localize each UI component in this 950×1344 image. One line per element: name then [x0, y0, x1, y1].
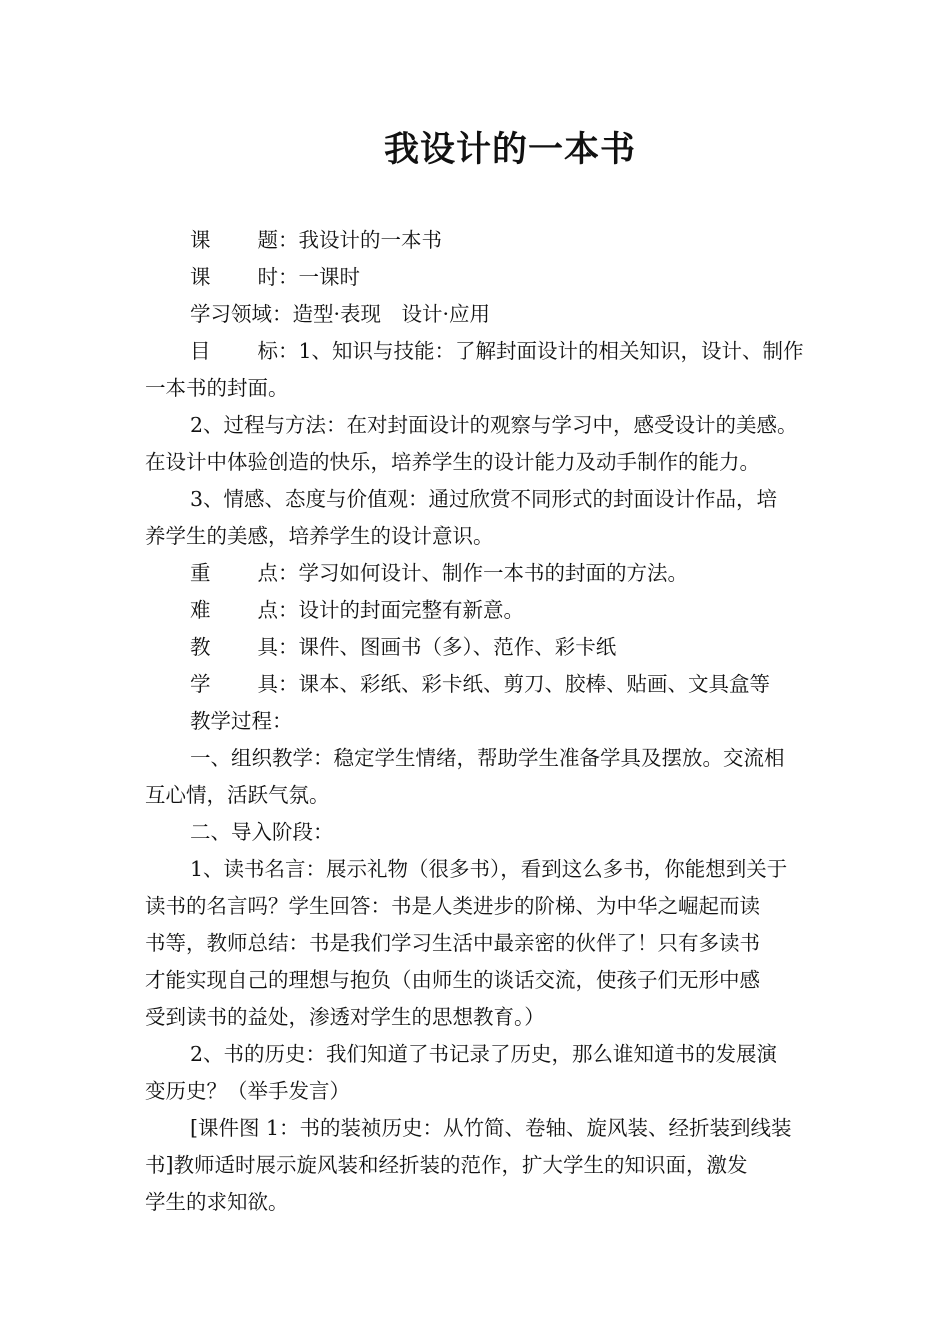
goal-continuation: 一本书的封面。 [145, 376, 289, 400]
goal3-continuation: 养学生的美感，培养学生的设计意识。 [145, 524, 494, 548]
field-value: 我设计的一本书 [298, 228, 442, 252]
section2-heading: 二、导入阶段： [190, 820, 334, 844]
item1-continuation: 受到读书的益处，渗透对学生的思想教育。） [145, 1005, 545, 1029]
process-heading: 教学过程： [190, 709, 293, 733]
field-domain [145, 296, 820, 333]
field-teaching-aids [145, 629, 820, 666]
goal3-line: 3、情感、态度与价值观：通过欣赏不同形式的封面设计作品，培 [190, 487, 778, 511]
field-label: 课题 [190, 228, 278, 252]
item3-continuation: 书]教师适时展示旋风装和经折装的范作，扩大学生的知识面，激发 [145, 1153, 748, 1177]
field-goal [145, 333, 820, 370]
field-separator: ： [278, 635, 299, 659]
field-value: 造型·表现 设计·应用 [292, 302, 491, 326]
item3-continuation: 学生的求知欲。 [145, 1190, 289, 1214]
field-label: 学具 [190, 672, 278, 696]
field-key-point [145, 555, 820, 592]
item1-line: 1、读书名言：展示礼物（很多书），看到这么多书，你能想到关于 [190, 857, 788, 881]
field-student-tools [145, 666, 820, 703]
field-label: 重点 [190, 561, 278, 585]
item2-line: 2、书的历史：我们知道了书记录了历史，那么谁知道书的发展演 [190, 1042, 778, 1066]
section1-continuation: 互心情，活跃气氛。 [145, 783, 330, 807]
field-value: 一课时 [298, 265, 360, 289]
field-difficulty [145, 592, 820, 629]
field-label: 目标 [190, 339, 278, 363]
field-value: 课本、彩纸、彩卡纸、剪刀、胶棒、贴画、文具盒等 [298, 672, 770, 696]
field-label: 学习领域 [190, 302, 272, 326]
field-label: 教具 [190, 635, 278, 659]
document-title: 我设计的一本书 [383, 129, 636, 170]
item1-continuation: 读书的名言吗？学生回答：书是人类进步的阶梯、为中华之崛起而读 [145, 894, 760, 918]
field-separator: ： [278, 339, 299, 363]
field-value: 1、知识与技能：了解封面设计的相关知识，设计、制作 [298, 339, 804, 363]
field-separator: ： [278, 598, 299, 622]
field-separator: ： [278, 265, 299, 289]
field-value: 课件、图画书（多）、范作、彩卡纸 [298, 635, 617, 659]
field-separator: ： [272, 302, 293, 326]
field-duration [145, 259, 820, 296]
goal2-continuation: 在设计中体验创造的快乐，培养学生的设计能力及动手制作的能力。 [145, 450, 760, 474]
item3-line: [课件图 1：书的装祯历史：从竹简、卷轴、旋风装、经折装到线装 [190, 1116, 792, 1140]
document-body [145, 222, 820, 1221]
goal2-line: 2、过程与方法：在对封面设计的观察与学习中，感受设计的美感。 [190, 413, 798, 437]
item1-continuation: 书等，教师总结：书是我们学习生活中最亲密的伙伴了！只有多读书 [145, 931, 760, 955]
field-value: 设计的封面完整有新意。 [298, 598, 524, 622]
field-separator: ： [278, 228, 299, 252]
field-label: 课时 [190, 265, 278, 289]
item2-continuation: 变历史？（举手发言） [145, 1079, 350, 1103]
item1-continuation: 才能实现自己的理想与抱负（由师生的谈话交流，使孩子们无形中感 [145, 968, 760, 992]
field-label: 难点 [190, 598, 278, 622]
section1-line: 一、组织教学：稳定学生情绪，帮助学生准备学具及摆放。交流相 [190, 746, 785, 770]
field-value: 学习如何设计、制作一本书的封面的方法。 [298, 561, 688, 585]
field-separator: ： [278, 561, 299, 585]
field-separator: ： [278, 672, 299, 696]
field-topic [145, 222, 820, 259]
